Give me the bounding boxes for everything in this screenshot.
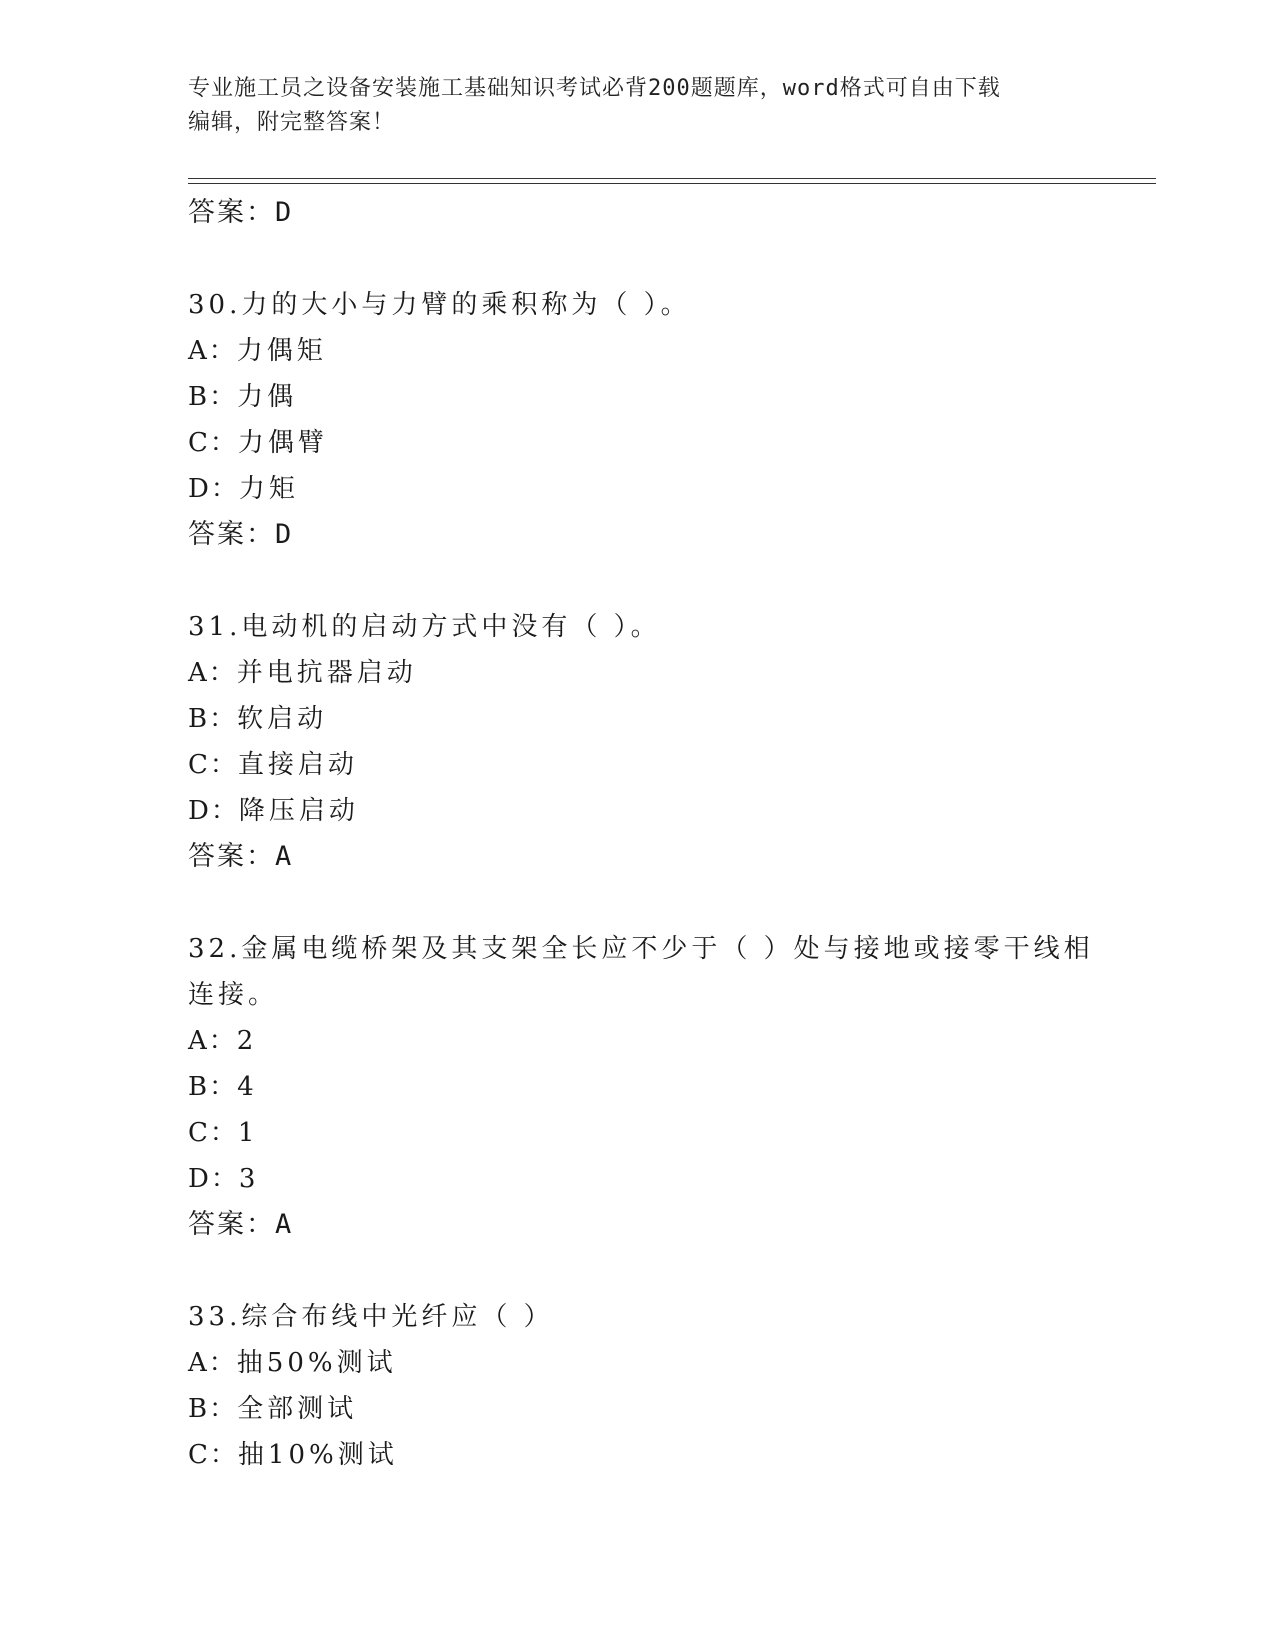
option-c [188,1432,1088,1478]
option-text: 力矩 [238,474,299,504]
question-block [188,282,1088,558]
answer-label: 答案： [188,197,275,228]
option-text: 全部测试 [237,1394,358,1424]
answer-label: 答案： [188,519,275,550]
question-stem: 力的大小与力臂的乘积称为（ ）。 [241,290,691,320]
question-stem: 电动机的启动方式中没有（ ）。 [241,612,661,642]
option-key: D： [188,474,239,504]
header-line-2: 编辑，附完整答案！ [188,110,396,135]
option-key: B： [188,382,238,412]
question-block [188,1294,1088,1478]
question-block [188,926,1094,1248]
option-text: 力偶 [237,382,298,412]
option-text: 2 [236,1026,258,1056]
option-d [188,1156,1088,1202]
option-key: C： [188,1440,238,1470]
question-stem-line-1: 金属电缆桥架及其支架全长应不少于（ ）处与接地或接零干线相 [241,934,1094,964]
option-text: 1 [237,1118,259,1148]
option-key: A： [188,1026,237,1056]
option-c [188,420,1088,466]
option-a [188,328,1088,374]
option-b [188,696,1088,742]
answer-label: 答案： [188,841,275,872]
option-text: 抽50%测试 [236,1348,397,1378]
option-text: 抽10%测试 [237,1440,398,1470]
option-text: 力偶矩 [236,336,327,366]
question-text [188,926,1094,972]
option-key: A： [188,1348,237,1378]
option-text: 直接启动 [237,750,358,780]
option-key: C： [188,428,238,458]
question-text [188,282,1088,328]
option-text: 3 [238,1164,260,1194]
option-a [188,1340,1088,1386]
option-b [188,374,1088,420]
option-a [188,1018,1088,1064]
question-block [188,604,1088,880]
option-c [188,742,1088,788]
question-number: 30. [188,290,242,320]
document-body [188,190,1094,1478]
question-text-continuation [188,972,1088,1018]
question-text [188,1294,1088,1340]
answer-value: A [275,1209,293,1240]
question-text [188,604,1088,650]
option-key: C： [188,750,238,780]
answer-line [188,512,1088,558]
option-d [188,466,1088,512]
option-key: A： [188,658,237,688]
answer-value: D [275,519,293,550]
answer-line [188,190,1088,236]
header-rule-bottom [188,183,1156,184]
option-b [188,1386,1088,1432]
option-key: D： [188,796,239,826]
option-text: 4 [237,1072,258,1102]
question-number: 31. [188,612,242,642]
option-b [188,1064,1088,1110]
option-text: 力偶臂 [237,428,328,458]
answer-value: D [275,197,293,228]
option-c [188,1110,1088,1156]
question-number: 32. [188,934,242,964]
option-key: B： [188,704,238,734]
option-key: A： [188,336,237,366]
option-a [188,650,1088,696]
option-d [188,788,1088,834]
option-key: B： [188,1072,238,1102]
header-line-1: 专业施工员之设备安装施工基础知识考试必背200题题库，word格式可自由下载 [188,76,1001,101]
question-stem-line-2: 连接。 [188,980,279,1010]
option-key: B： [188,1394,238,1424]
page-header [188,72,1068,140]
answer-label: 答案： [188,1209,275,1240]
option-text: 并电抗器启动 [236,658,417,688]
answer-value: A [275,841,293,872]
header-rule-top [188,178,1156,179]
question-stem: 综合布线中光纤应（ ） [241,1302,554,1332]
option-key: D： [188,1164,239,1194]
answer-line [188,1202,1088,1248]
option-text: 降压启动 [238,796,359,826]
answer-line [188,834,1088,880]
question-number: 33. [188,1302,242,1332]
option-key: C： [188,1118,238,1148]
option-text: 软启动 [237,704,328,734]
